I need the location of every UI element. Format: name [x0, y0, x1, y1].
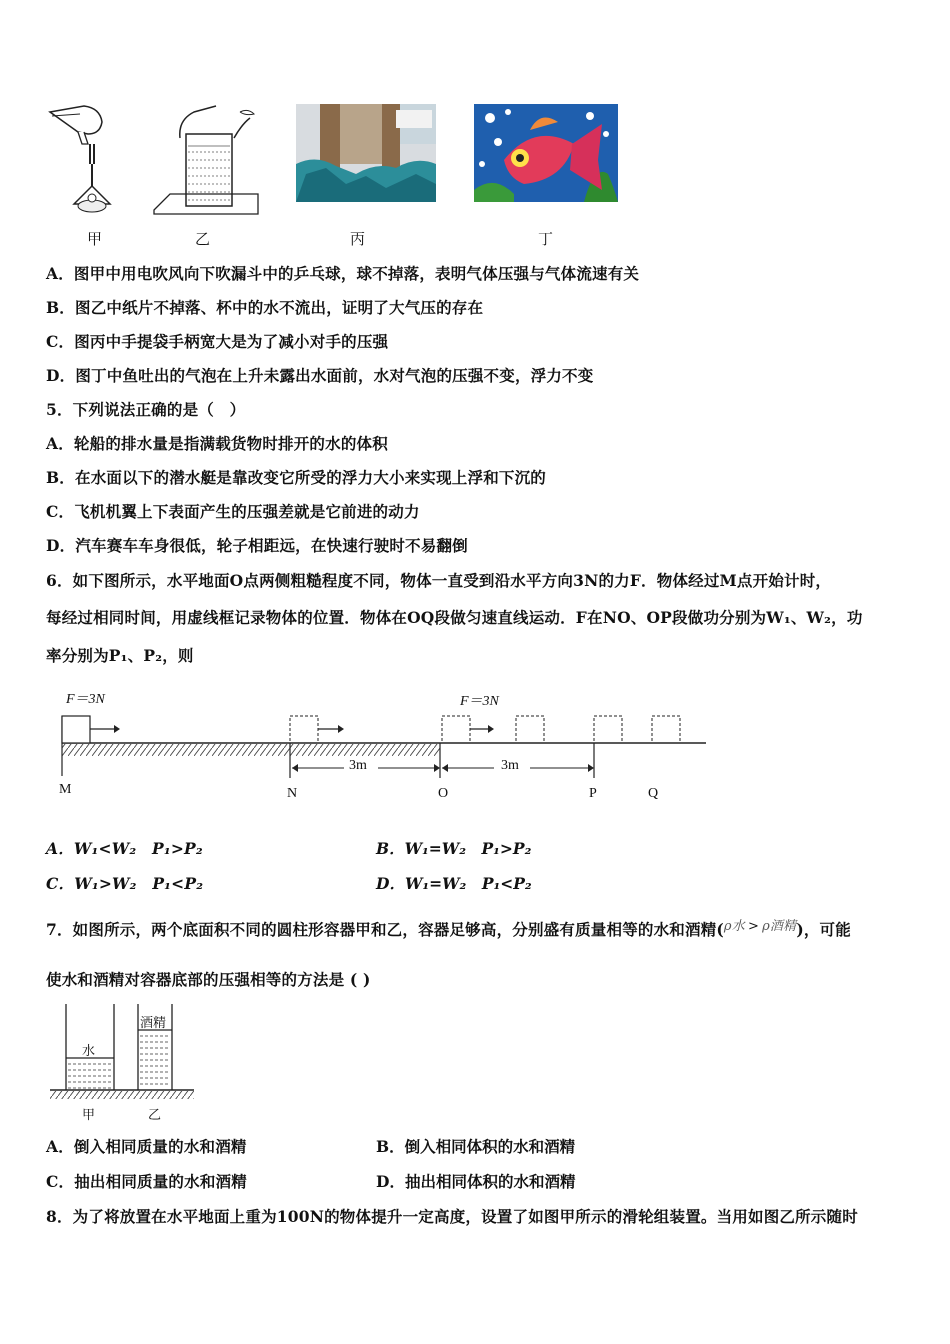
q7-stem-line2: 使水和酒精对容器底部的压强相等的方法是 ( ) — [46, 970, 371, 989]
figure-caption-bing: 丙 — [350, 230, 366, 248]
q4-option-d: D．图丁中鱼吐出的气泡在上升未露出水面前，水对气泡的压强不变，浮力不变 — [46, 366, 594, 385]
q7-caption-jia: 甲 — [82, 1108, 96, 1123]
q7-option-b: B．倒入相同体积的水和酒精 — [376, 1137, 576, 1156]
q7-option-c: C．抽出相同质量的水和酒精 — [46, 1172, 247, 1191]
q5-option-a: A．轮船的排水量是指满载货物时排开的水的体积 — [46, 434, 388, 453]
q7-stem-line1-a: 7．如图所示，两个底面积不同的圆柱形容器甲和乙，容器足够高，分别盛有质量相等的水和酒精( — [46, 920, 724, 939]
q4-option-a: A．图甲中用电吹风向下吹漏斗中的乒乓球，球不掉落，表明气体压强与气体流速有关 — [46, 264, 640, 283]
figure-jia-hairdryer — [44, 104, 124, 222]
figure-bing-photo — [296, 104, 436, 202]
q6-point-n: N — [287, 786, 298, 801]
q5-stem: 5．下列说法正确的是（ ） — [46, 400, 246, 419]
q6-point-p: P — [589, 786, 597, 801]
q6-option-c: C．W₁>W₂ P₁<P₂ — [46, 874, 204, 893]
q6-distance-op: 3m — [501, 758, 519, 773]
q6-point-o: O — [438, 786, 449, 801]
q7-option-a: A．倒入相同质量的水和酒精 — [46, 1137, 247, 1156]
q4-option-b: B．图乙中纸片不掉落、杯中的水不流出，证明了大气压的存在 — [46, 298, 484, 317]
q6-distance-no: 3m — [349, 758, 367, 773]
q7-containers-diagram — [46, 1000, 196, 1124]
q6-stem-line2: 每经过相同时间，用虚线框记录物体的位置．物体在OQ段做匀速直线运动．F在NO、OP段做功分别为W₁、W₂，功 — [46, 608, 863, 627]
q6-force-label-right: F＝3N — [460, 694, 499, 709]
q7-caption-yi: 乙 — [148, 1108, 162, 1123]
q8-stem-line1: 8．为了将放置在水平地面上重为100N的物体提升一定高度，设置了如图甲所示的滑轮组装置。当用如图乙所示随时 — [46, 1207, 858, 1226]
q7-rho-water: ρ水 — [723, 919, 745, 934]
q7-label-water: 水 — [82, 1044, 96, 1059]
q6-stem-line3: 率分别为P₁、P₂，则 — [46, 646, 194, 665]
q7-rho-alcohol: ρ酒精 — [762, 919, 797, 934]
q6-force-label-left: F＝3N — [66, 692, 105, 707]
q6-stem-line1: 6．如下图所示，水平地面O点两侧粗糙程度不同，物体一直受到沿水平方向3N的力F．物体经过M点开始计时， — [46, 571, 832, 590]
q4-option-c: C．图丙中手提袋手柄宽大是为了减小对手的压强 — [46, 332, 389, 351]
q6-motion-diagram — [56, 684, 716, 806]
q6-point-m: M — [59, 782, 72, 797]
q7-stem-line1 — [46, 918, 851, 940]
q7-gt: > — [747, 919, 760, 934]
q5-option-d: D．汽车赛车车身很低，轮子相距远，在快速行驶时不易翻倒 — [46, 536, 468, 555]
figure-caption-yi: 乙 — [195, 230, 211, 248]
figure-ding-fish — [474, 104, 618, 202]
q7-option-d: D．抽出相同体积的水和酒精 — [376, 1172, 576, 1191]
q6-point-q: Q — [648, 786, 659, 801]
q6-option-d: D．W₁=W₂ P₁<P₂ — [376, 874, 532, 893]
figure-yi-cup — [150, 102, 260, 220]
q7-label-alcohol: 酒精 — [140, 1016, 167, 1031]
figure-caption-jia: 甲 — [87, 230, 103, 248]
q6-option-b: B．W₁=W₂ P₁>P₂ — [376, 839, 532, 858]
q7-stem-line1-b: )，可能 — [796, 920, 851, 939]
q5-option-c: C．飞机机翼上下表面产生的压强差就是它前进的动力 — [46, 502, 420, 521]
q5-option-b: B．在水面以下的潜水艇是靠改变它所受的浮力大小来实现上浮和下沉的 — [46, 468, 547, 487]
q6-option-a: A．W₁<W₂ P₁>P₂ — [46, 839, 203, 858]
figure-caption-ding: 丁 — [538, 230, 554, 248]
